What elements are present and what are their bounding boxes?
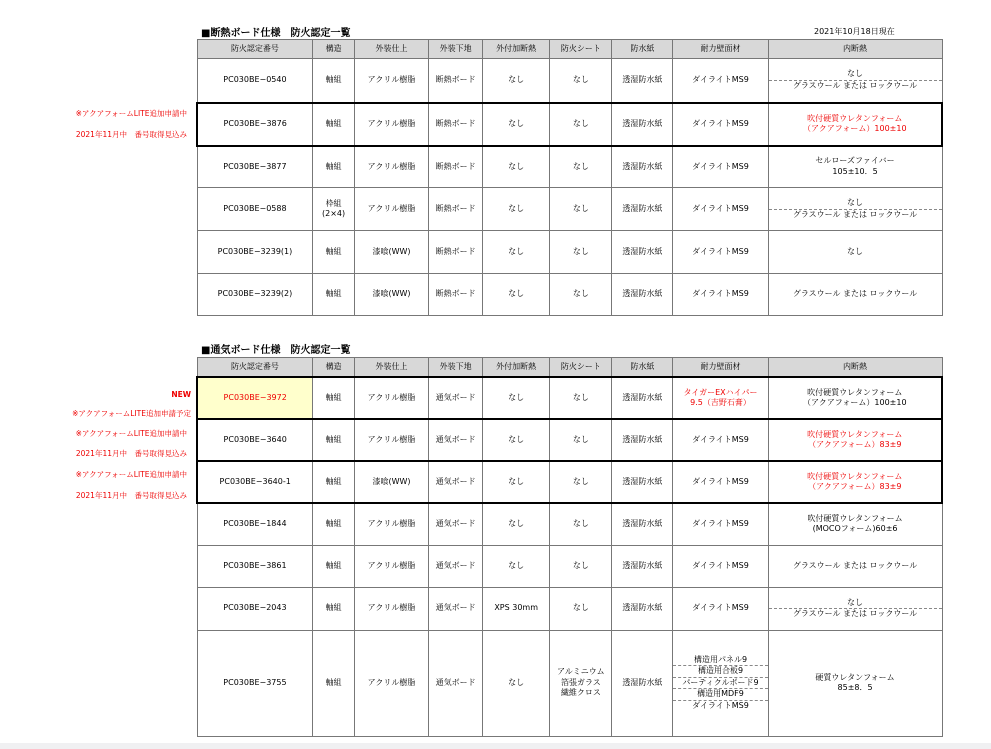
bearing-wall-material [673,377,768,419]
fire-sheet: なし [550,103,612,146]
waterproof-paper: 透湿防水紙 [612,59,673,103]
bearing-wall-option: 構造用MDF9 [673,688,767,699]
internal-insulation-line: （アクアフォーム）83±9 [808,482,902,491]
internal-insulation [768,419,942,461]
exterior-base: 断熱ボード [429,274,483,316]
bearing-wall-option: 構造用パネル9 [693,655,748,665]
fire-sheet: なし [550,188,612,231]
table-row [197,461,942,503]
structure: 軸組 [313,419,354,461]
internal-insulation [768,377,942,419]
internal-insulation-line: 硬質ウレタンフォーム [815,672,895,682]
table-row [197,545,942,587]
exterior-finish: 漆喰(WW) [354,231,429,274]
col-header: 防火シート [550,40,612,59]
external-insulation: なし [483,545,550,587]
bearing-wall-option: 構造用合板9 [673,665,767,676]
note-3640-1-line2: 2021年11月中 番号取得見込み [75,491,187,500]
note-3640-line1: ※アクアフォームLITE追加申請中 [75,429,187,438]
internal-insulation [768,188,942,231]
internal-insulation [768,146,942,188]
table-row [197,103,942,146]
cert-number: PC030BE−2043 [197,587,313,630]
bearing-wall-material [673,630,768,736]
internal-insulation-line: セルローズファイバー [815,156,895,166]
waterproof-paper: 透湿防水紙 [612,630,673,736]
note-3640-1-line1: ※アクアフォームLITE追加申請中 [75,470,187,479]
fire-sheet: なし [550,231,612,274]
internal-insulation [768,103,942,146]
internal-insulation-option: なし [847,69,864,79]
external-insulation: なし [483,59,550,103]
internal-insulation-line: 吹付硬質ウレタンフォーム [807,429,903,439]
external-insulation: なし [483,630,550,736]
exterior-finish: 漆喰(WW) [354,461,429,503]
waterproof-paper: 透湿防水紙 [612,461,673,503]
exterior-finish: アクリル樹脂 [354,503,429,545]
table-row [197,503,942,545]
internal-insulation [768,630,942,736]
internal-insulation [768,461,942,503]
fire-sheet-line: アルミニウム [557,667,605,677]
internal-insulation-line: (MOCOフォーム)60±6 [812,524,898,534]
col-header: 外装仕上 [354,40,429,59]
structure: 枠組(2×4) [313,188,354,231]
external-insulation: なし [483,461,550,503]
table-row [197,419,942,461]
table-row [197,377,942,419]
exterior-finish: アクリル樹脂 [354,103,429,146]
table-row [197,146,942,188]
bearing-wall-material: ダイライトMS9 [673,587,768,630]
cert-number: PC030BE−1844 [197,503,313,545]
bearing-wall-material: ダイライトMS9 [673,274,768,316]
exterior-finish: アクリル樹脂 [354,587,429,630]
cert-number: PC030BE−3239(2) [197,274,313,316]
internal-insulation-option: グラスウール または ロックウール [769,608,942,619]
structure: 軸組 [313,461,354,503]
fire-sheet: なし [550,59,612,103]
internal-insulation: なし [768,231,942,274]
table-row [197,630,942,736]
note-3972: ※アクアフォームLITE追加申請予定 [72,409,191,418]
waterproof-paper: 透湿防水紙 [612,377,673,419]
col-header: 内断熱 [768,358,942,378]
table-header [197,40,942,59]
fireproof-table-insulation-board [196,39,943,316]
bearing-wall-material: ダイライトMS9 [673,545,768,587]
bearing-wall-line: 9.5（吉野石膏） [690,398,751,407]
bearing-wall-option: パーティクルボード9 [673,677,767,688]
fire-sheet-line: 繊維クロス [560,688,601,698]
exterior-finish: アクリル樹脂 [354,630,429,736]
col-header: 防火認定番号 [197,40,313,59]
waterproof-paper: 透湿防水紙 [612,503,673,545]
fire-sheet: なし [550,146,612,188]
exterior-base: 通気ボード [429,587,483,630]
internal-insulation: グラスウール または ロックウール [768,545,942,587]
waterproof-paper: 透湿防水紙 [612,274,673,316]
structure: 軸組 [313,630,354,736]
waterproof-paper: 透湿防水紙 [612,103,673,146]
bearing-wall-material: ダイライトMS9 [673,59,768,103]
internal-insulation-line: 85±8．5 [837,683,873,692]
exterior-base: 通気ボード [429,377,483,419]
exterior-base: 通気ボード [429,461,483,503]
col-header: 外装下地 [429,358,483,378]
col-header: 防火シート [550,358,612,378]
structure: 軸組 [313,103,354,146]
external-insulation: なし [483,274,550,316]
exterior-finish: アクリル樹脂 [354,146,429,188]
col-header: 防火認定番号 [197,358,313,378]
exterior-base: 断熱ボード [429,188,483,231]
bearing-wall-line: タイガーEXハイパー [683,387,758,397]
waterproof-paper: 透湿防水紙 [612,231,673,274]
external-insulation: なし [483,103,550,146]
col-header: 構造 [313,40,354,59]
bearing-wall-material: ダイライトMS9 [673,146,768,188]
exterior-finish: アクリル樹脂 [354,419,429,461]
structure: 軸組 [313,377,354,419]
internal-insulation-line: 吹付硬質ウレタンフォーム [807,387,903,397]
bearing-wall-material: ダイライトMS9 [673,503,768,545]
external-insulation: なし [483,188,550,231]
external-insulation: なし [483,146,550,188]
cert-number: PC030BE−3876 [197,103,313,146]
fire-sheet: なし [550,587,612,630]
fire-sheet: なし [550,377,612,419]
bearing-wall-material: ダイライトMS9 [673,461,768,503]
external-insulation: なし [483,231,550,274]
internal-insulation-line: 105±10．5 [832,166,878,176]
bearing-wall-material: ダイライトMS9 [673,188,768,231]
structure: 軸組 [313,545,354,587]
internal-insulation-line: （アクアフォーム）100±10 [803,398,907,407]
section2-title: ■通気ボード仕様 防火認定一覧 [201,345,351,356]
table-row [197,59,942,103]
cert-number: PC030BE−3239(1) [197,231,313,274]
bottom-edge-band [0,743,991,749]
external-insulation: なし [483,503,550,545]
exterior-base: 断熱ボード [429,146,483,188]
external-insulation: なし [483,377,550,419]
internal-insulation [768,59,942,103]
exterior-finish: アクリル樹脂 [354,377,429,419]
bearing-wall-material: ダイライトMS9 [673,419,768,461]
note-3640-line2: 2021年11月中 番号取得見込み [75,449,187,458]
fireproof-table-ventilation-board [196,357,943,737]
note-3876-line1: ※アクアフォームLITE追加申請中 [75,109,187,118]
fire-sheet: なし [550,503,612,545]
internal-insulation-line: 吹付硬質ウレタンフォーム [807,471,903,481]
waterproof-paper: 透湿防水紙 [612,587,673,630]
waterproof-paper: 透湿防水紙 [612,146,673,188]
internal-insulation-line: （アクアフォーム）100±10 [803,124,907,133]
fire-sheet: なし [550,461,612,503]
fire-sheet [550,630,612,736]
structure: 軸組 [313,274,354,316]
exterior-base: 通気ボード [429,503,483,545]
cert-number: PC030BE−0588 [197,188,313,231]
col-header: 耐力壁面材 [673,358,768,378]
fire-sheet: なし [550,274,612,316]
fire-sheet: なし [550,545,612,587]
internal-insulation [768,503,942,545]
external-insulation: XPS 30mm [483,587,550,630]
new-badge: NEW [171,390,191,399]
as-of-date: 2021年10月18日現在 [814,27,895,36]
structure: 軸組 [313,59,354,103]
col-header: 構造 [313,358,354,378]
exterior-base: 断熱ボード [429,231,483,274]
cert-number: PC030BE−3640 [197,419,313,461]
structure: 軸組 [313,503,354,545]
internal-insulation-line: 吹付硬質ウレタンフォーム [807,513,903,523]
cert-number: PC030BE−3755 [197,630,313,736]
internal-insulation [768,587,942,630]
exterior-base: 断熱ボード [429,59,483,103]
fire-sheet-line: 箔張ガラス [560,677,601,687]
internal-insulation-option: グラスウール または ロックウール [769,80,942,91]
col-header: 耐力壁面材 [673,40,768,59]
exterior-finish: 漆喰(WW) [354,274,429,316]
waterproof-paper: 透湿防水紙 [612,188,673,231]
external-insulation: なし [483,419,550,461]
internal-insulation-option: グラスウール または ロックウール [769,209,942,220]
exterior-finish: アクリル樹脂 [354,545,429,587]
exterior-base: 通気ボード [429,630,483,736]
table-row [197,231,942,274]
waterproof-paper: 透湿防水紙 [612,545,673,587]
internal-insulation: グラスウール または ロックウール [768,274,942,316]
fire-sheet: なし [550,419,612,461]
table-row [197,587,942,630]
exterior-finish: アクリル樹脂 [354,59,429,103]
cert-number: PC030BE−0540 [197,59,313,103]
col-header: 防水紙 [612,358,673,378]
internal-insulation-option: なし [847,597,864,607]
exterior-base: 通気ボード [429,545,483,587]
section1-title: ■断熱ボード仕様 防火認定一覧 [201,28,351,39]
exterior-base: 通気ボード [429,419,483,461]
cert-number: PC030BE−3861 [197,545,313,587]
table-row [197,188,942,231]
col-header: 防水紙 [612,40,673,59]
cert-number: PC030BE−3972 [197,377,313,419]
structure: 軸組 [313,231,354,274]
table-row [197,274,942,316]
col-header: 内断熱 [768,40,942,59]
internal-insulation-line: 吹付硬質ウレタンフォーム [807,113,903,123]
exterior-base: 断熱ボード [429,103,483,146]
structure: 軸組 [313,146,354,188]
internal-insulation-line: （アクアフォーム）83±9 [808,440,902,449]
col-header: 外装仕上 [354,358,429,378]
structure: 軸組 [313,587,354,630]
table-header [197,358,942,378]
cert-number: PC030BE−3640-1 [197,461,313,503]
exterior-finish: アクリル樹脂 [354,188,429,231]
bearing-wall-material: ダイライトMS9 [673,103,768,146]
waterproof-paper: 透湿防水紙 [612,419,673,461]
note-3876-line2: 2021年11月中 番号取得見込み [75,130,187,139]
cert-number: PC030BE−3877 [197,146,313,188]
internal-insulation-option: なし [847,198,864,208]
col-header: 外付加断熱 [483,358,550,378]
bearing-wall-option: ダイライトMS9 [673,700,767,711]
bearing-wall-material: ダイライトMS9 [673,231,768,274]
col-header: 外付加断熱 [483,40,550,59]
col-header: 外装下地 [429,40,483,59]
